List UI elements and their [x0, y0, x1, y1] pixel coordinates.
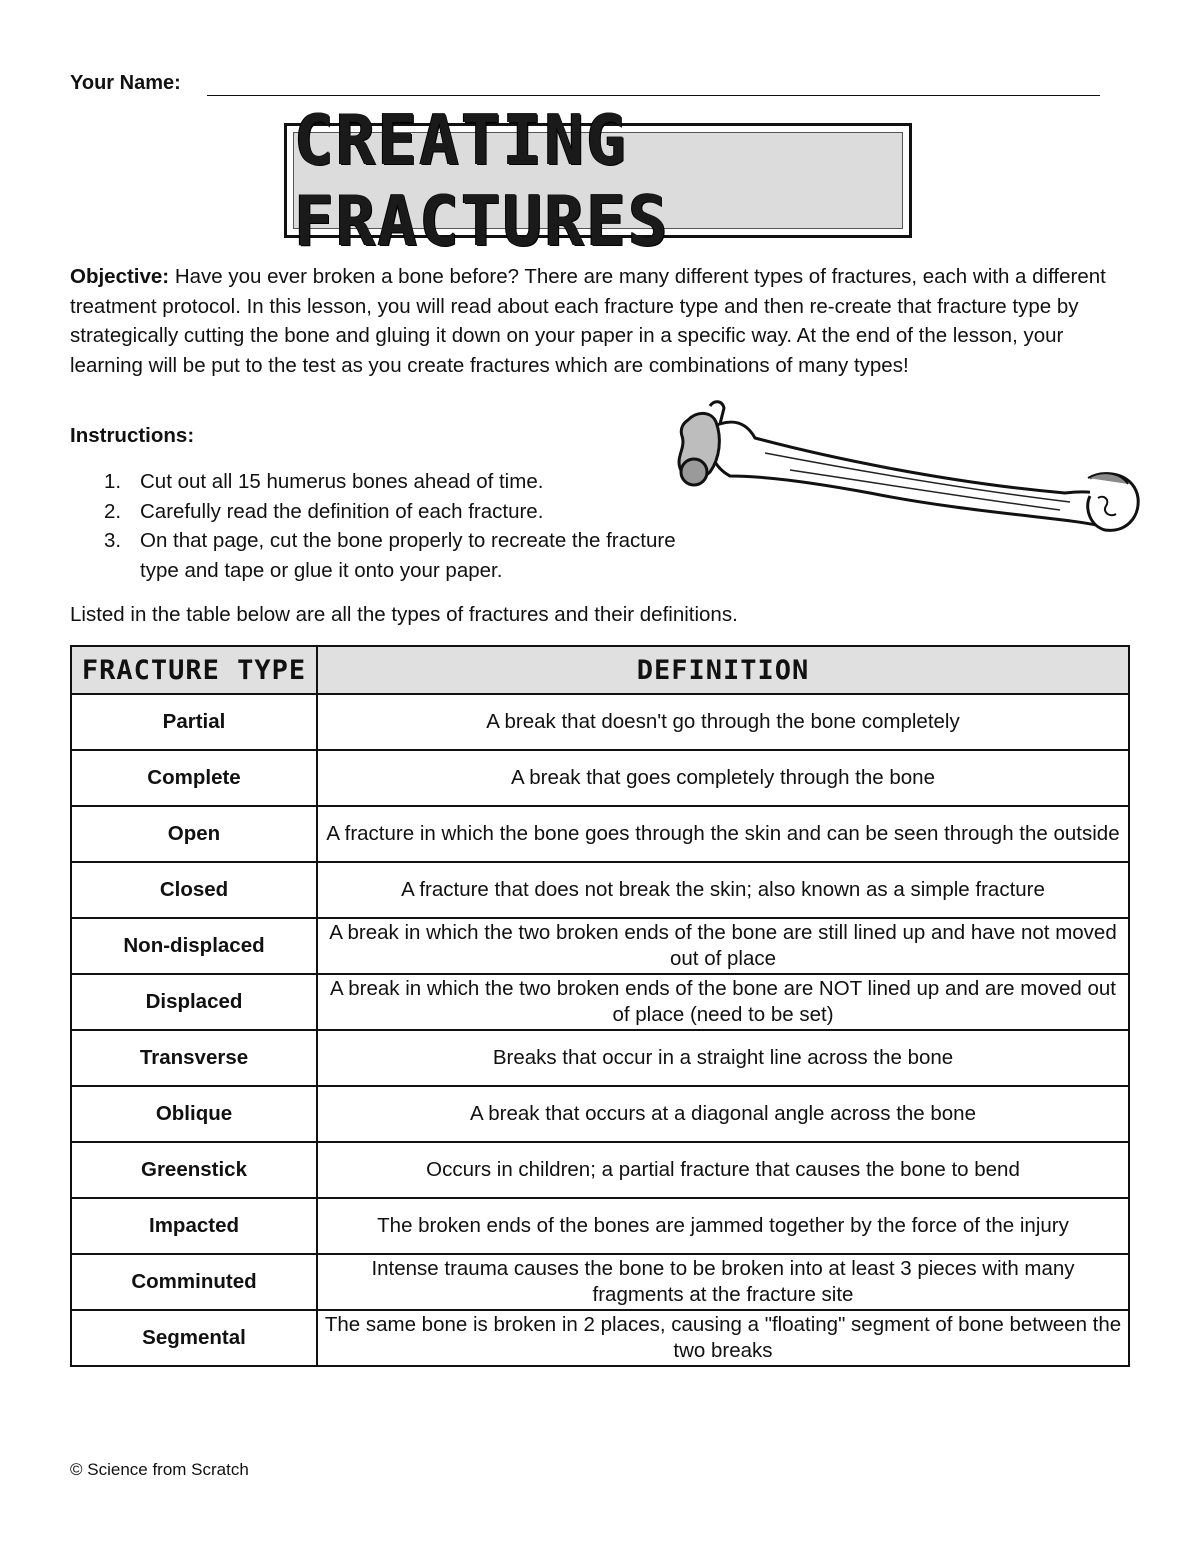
title-banner — [284, 99, 912, 262]
table-row — [71, 862, 1129, 918]
column-header-definition: DEFINITION — [317, 646, 1129, 694]
fracture-type: Closed — [71, 862, 317, 918]
fracture-definition: The same bone is broken in 2 places, causing a "floating" segment of bone between the two breaks — [317, 1310, 1129, 1366]
column-header-type: FRACTURE TYPE — [71, 646, 317, 694]
objective-text: Have you ever broken a bone before? There are many different types of fractures, each with a different treatment protocol. In this lesson, you will read about each fracture type and then re-create that fracture type by strategically cutting the bone and gluing it down on your paper in a specific way. At the end of the lesson, your learning will be put to the test as you create fractures which are combinations of many types! — [70, 265, 1106, 377]
table-intro: Listed in the table below are all the types of fractures and their definitions. — [70, 603, 738, 626]
fracture-definition: A fracture in which the bone goes through the skin and can be seen through the outside — [317, 806, 1129, 862]
fracture-type: Partial — [71, 694, 317, 750]
fracture-type: Complete — [71, 750, 317, 806]
fracture-definition: Breaks that occur in a straight line across the bone — [317, 1030, 1129, 1086]
fracture-type: Greenstick — [71, 1142, 317, 1198]
name-field[interactable] — [70, 72, 1100, 98]
fracture-definition: A break that doesn't go through the bone completely — [317, 694, 1129, 750]
fracture-type: Displaced — [71, 974, 317, 1030]
table-row — [71, 1198, 1129, 1254]
fracture-definition: The broken ends of the bones are jammed together by the force of the injury — [317, 1198, 1129, 1254]
table-row — [71, 694, 1129, 750]
list-item: 3. On that page, cut the bone properly to recreate the fracture type and tape or glue it onto your paper. — [104, 529, 676, 582]
copyright-notice: © Science from Scratch — [70, 1460, 249, 1479]
fracture-type: Transverse — [71, 1030, 317, 1086]
fracture-definition: A break that goes completely through the bone — [317, 750, 1129, 806]
fracture-type: Non-displaced — [71, 918, 317, 974]
fracture-definition: A break in which the two broken ends of the bone are still lined up and have not moved out of place — [317, 918, 1129, 974]
fracture-definition: Intense trauma causes the bone to be broken into at least 3 pieces with many fragments at the fracture site — [317, 1254, 1129, 1310]
instructions-heading: Instructions: — [70, 424, 195, 447]
fracture-definition: A break that occurs at a diagonal angle across the bone — [317, 1086, 1129, 1142]
title-banner-inner — [293, 99, 903, 262]
objective-label: Objective: — [70, 265, 170, 288]
fracture-type: Impacted — [71, 1198, 317, 1254]
fracture-definition: A break in which the two broken ends of the bone are NOT lined up and are moved out of place (need to be set) — [317, 974, 1129, 1030]
page-title: CREATING FRACTURES — [294, 99, 670, 262]
fracture-type: Comminuted — [71, 1254, 317, 1310]
table-row — [71, 918, 1129, 974]
name-label: Your Name: — [70, 72, 181, 94]
fracture-type: Open — [71, 806, 317, 862]
list-item: 1. Cut out all 15 humerus bones ahead of time. — [104, 470, 544, 493]
name-underline[interactable] — [207, 95, 1100, 96]
table-row — [71, 1310, 1129, 1366]
table-row — [71, 806, 1129, 862]
objective-paragraph — [70, 262, 1130, 380]
table-row — [71, 1254, 1129, 1310]
fracture-type: Segmental — [71, 1310, 317, 1366]
fracture-definition: A fracture that does not break the skin; also known as a simple fracture — [317, 862, 1129, 918]
table-row — [71, 1086, 1129, 1142]
instructions-list — [70, 467, 690, 585]
fracture-type: Oblique — [71, 1086, 317, 1142]
table-row — [71, 750, 1129, 806]
humerus-bone-icon — [670, 398, 1150, 538]
table-row — [71, 1142, 1129, 1198]
fracture-definition: Occurs in children; a partial fracture that causes the bone to bend — [317, 1142, 1129, 1198]
list-item: 2. Carefully read the definition of each fracture. — [104, 499, 544, 523]
fracture-table — [70, 645, 1130, 1367]
table-row — [71, 974, 1129, 1030]
table-header-row — [71, 646, 1129, 694]
table-row — [71, 1030, 1129, 1086]
